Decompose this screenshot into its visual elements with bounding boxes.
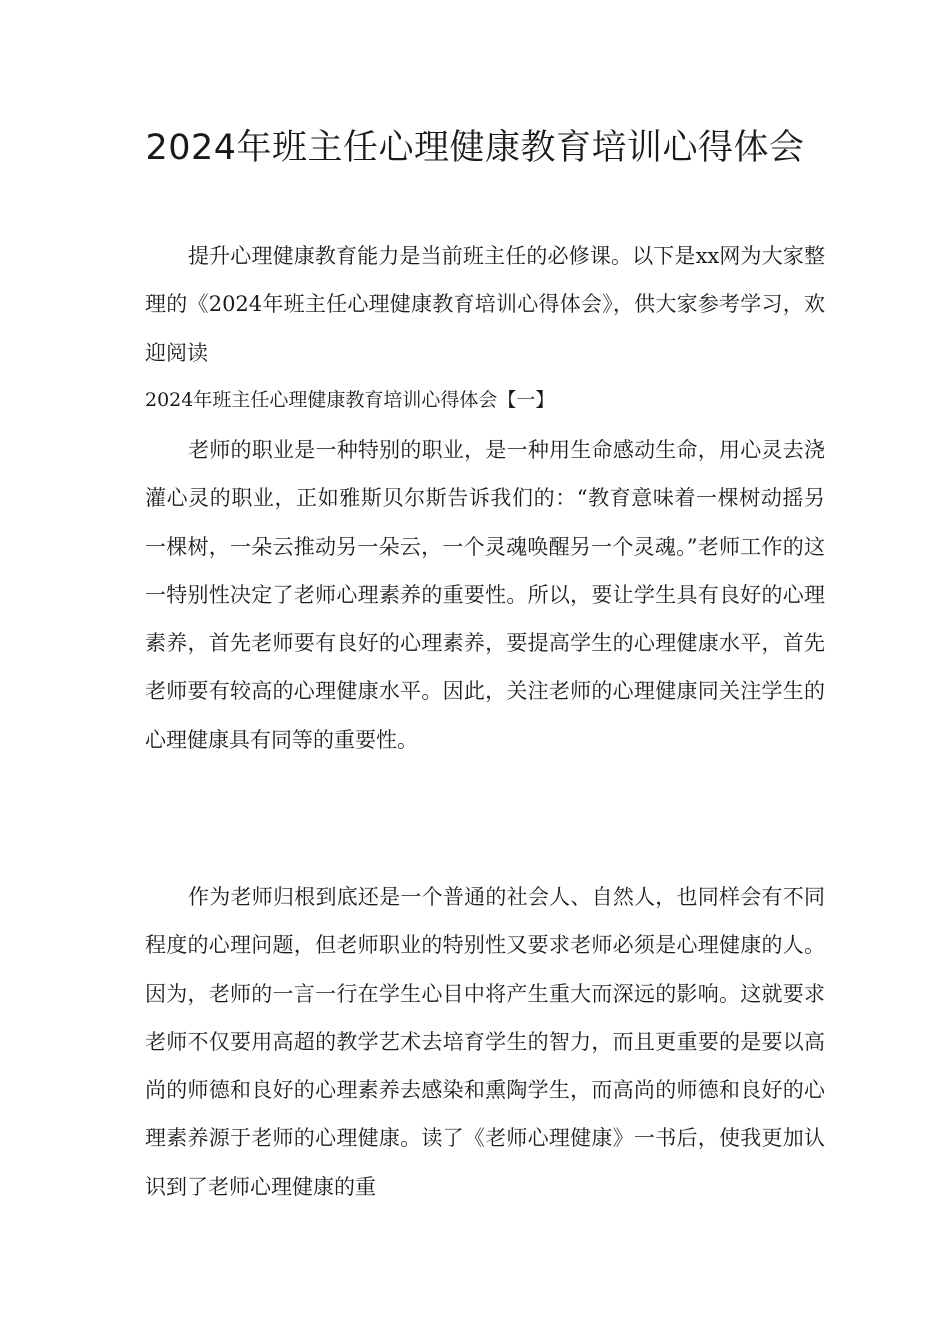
document-title: 2024年班主任心理健康教育培训心得体会 <box>145 128 805 168</box>
intro-paragraph: 提升心理健康教育能力是当前班主任的必修课。以下是xx网为大家整理的《2024年班主任心理健康教育培训心得体会》，供大家参考学习，欢迎阅读 <box>145 244 825 365</box>
section-heading: 2024年班主任心理健康教育培训心得体会【一】 <box>145 389 555 411</box>
body-paragraph-1: 老师的职业是一种特别的职业，是一种用生命感动生命，用心灵去浇灌心灵的职业，正如雅斯贝尔斯告诉我们的：“教育意味着一棵树动摇另一棵树，一朵云推动另一朵云，一个灵魂唤醒另一个灵魂。”老师工作的这一特别性决定了老师心理素养的重要性。所以，要让学生具有良好的心理素养，首先老师要有良好的心理素养，要提高学生的心理健康水平，首先老师要有较高的心理健康水平。因此，关注老师的心理健康同关注学生的心理健康具有同等的重要性。 <box>145 438 825 752</box>
body-paragraph-2: 作为老师归根到底还是一个普通的社会人、自然人，也同样会有不同程度的心理问题，但老师职业的特别性又要求老师必须是心理健康的人。因为，老师的一言一行在学生心目中将产生重大而深远的影响。这就要求老师不仅要用高超的教学艺术去培育学生的智力，而且更重要的是要以高尚的师德和良好的心理素养去感染和熏陶学生，而高尚的师德和良好的心理素养源于老师的心理健康。读了《老师心理健康》一书后，使我更加认识到了老师心理健康的重 <box>145 885 825 1199</box>
